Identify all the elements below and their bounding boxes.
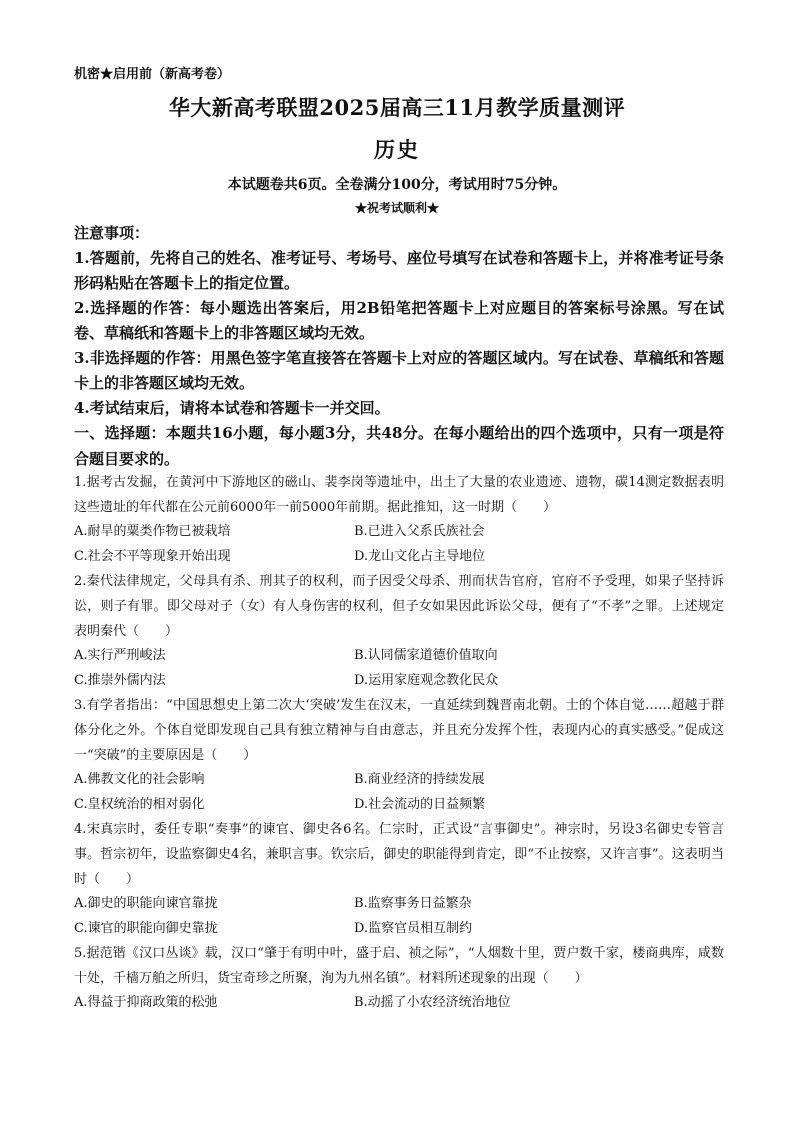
- option-a: A.得益于抑商政策的松弛: [74, 995, 218, 1010]
- option-a: A.御史的职能向谏官靠拢: [74, 896, 218, 911]
- option-grid: [74, 768, 724, 817]
- option-c: C.推崇外儒内法: [74, 672, 166, 688]
- option-b: B.已进入父系氏族社会: [354, 524, 485, 539]
- note-item: 1.答题前，先将自己的姓名、准考证号、考场号、座位号填写在试卷和答题卡上，并将准考证号条形码粘贴在答题卡上的指定位置。: [74, 249, 724, 292]
- option-c: C.皇权统治的相对弱化: [74, 796, 205, 812]
- question-stem: 5.据范锴《汉口丛谈》载，汉口“肇于有明中叶，盛于启、祯之际”，“人烟数十里，贾户数千家，楼商典库，咸数十处，千樯万舶之所归，货宝奇珍之所聚，洵为九州名镇”。材料所述现象的出现（ ）: [74, 946, 724, 986]
- question-4: [74, 817, 724, 941]
- note-item: 2.选择题的作答：每小题选出答案后，用2B铅笔把答题卡上对应题目的答案标号涂黑。写在试卷、草稿纸和答题卡上的非答题区域均无效。: [74, 299, 724, 342]
- question-1: [74, 470, 724, 569]
- option-grid: [74, 991, 724, 1016]
- question-2: [74, 569, 724, 693]
- question-5: [74, 941, 724, 1016]
- subject-title: 历史: [374, 137, 420, 162]
- option-a: A.耐旱的粟类作物已被栽培: [74, 524, 231, 539]
- option-a: A.实行严刑峻法: [74, 648, 166, 663]
- option-a: A.佛教文化的社会影响: [74, 772, 205, 787]
- question-list: [74, 470, 724, 1016]
- option-b: B.商业经济的持续发展: [354, 772, 485, 787]
- question-stem: 1.据考古发掘，在黄河中下游地区的磁山、裴李岗等遗址中，出土了大量的农业遗迹、遗物，碳14测定数据表明这些遗址的年代都在公元前6000年一前5000年前期。据此推知，这一时期（ ）: [74, 475, 724, 515]
- note-item: 3.非选择题的作答：用黑色签字笔直接答在答题卡上对应的答题区域内。写在试卷、草稿纸和答题卡上的非答题区域均无效。: [74, 349, 724, 392]
- option-d: D.社会流动的日益频繁: [354, 796, 486, 812]
- option-d: D.运用家庭观念教化民众: [354, 672, 499, 688]
- option-grid: [74, 520, 724, 569]
- blessing-line: ★祝考试顺利★: [354, 201, 439, 215]
- notes-title: 注意事项：: [74, 224, 150, 242]
- question-3: [74, 693, 724, 817]
- section-heading: 一、选择题：本题共16小题，每小题3分，共48分。在每小题给出的四个选项中，只有一项是符合题目要求的。: [74, 424, 724, 468]
- page-title: 华大新高考联盟2025届高三11月教学质量测评: [168, 95, 626, 120]
- option-d: D.龙山文化占主导地位: [354, 548, 486, 564]
- exam-info: 本试题卷共6页。全卷满分100分，考试用时75分钟。: [227, 177, 567, 193]
- question-stem: 4.宋真宗时，委任专职“奏事”的谏官、御史各6名。仁宗时，正式设“言事御史”。神宗时，另设3名御史专管言事。哲宗初年，设监察御史4名，兼职言事。钦宗后，御史的职能得到肯定，即“不止按察，又许言事”。这表明当时（ ）: [74, 822, 724, 887]
- option-grid: [74, 644, 724, 693]
- option-d: D.监察官员相互制约: [354, 920, 473, 936]
- confidential-label: 机密★启用前（新高考卷）: [74, 67, 231, 82]
- notes-block: [74, 220, 724, 421]
- option-b: B.认同儒家道德价值取向: [354, 648, 498, 663]
- option-grid: [74, 892, 724, 941]
- option-b: B.监察事务日益繁杂: [354, 896, 472, 911]
- option-c: C.社会不平等现象开始出现: [74, 548, 231, 564]
- option-c: C.谏官的职能向御史靠拢: [74, 920, 218, 936]
- note-item: 4.考试结束后，请将本试卷和答题卡一并交回。: [74, 399, 390, 417]
- question-stem: 2.秦代法律规定，父母具有杀、刑其子的权利，而子因受父母杀、刑而状告官府，官府不予受理，如果子坚持诉讼，则子有罪。即父母对子（女）有人身伤害的权利，但子女如果因此诉讼父母，便有了“不孝”之罪。上述规定表明秦代（ ）: [74, 574, 724, 639]
- question-stem: 3.有学者指出：“中国思想史上第二次大‘突破’发生在汉末，一直延续到魏晋南北朝。士的个体自觉……超越于群体分化之外。个体自觉即发现自己具有独立精神与自由意志，并且充分发挥个性，表现内心的真实感受。”促成这一“突破”的主要原因是（ ）: [74, 698, 724, 763]
- option-b: B.动摇了小农经济统治地位: [354, 995, 511, 1010]
